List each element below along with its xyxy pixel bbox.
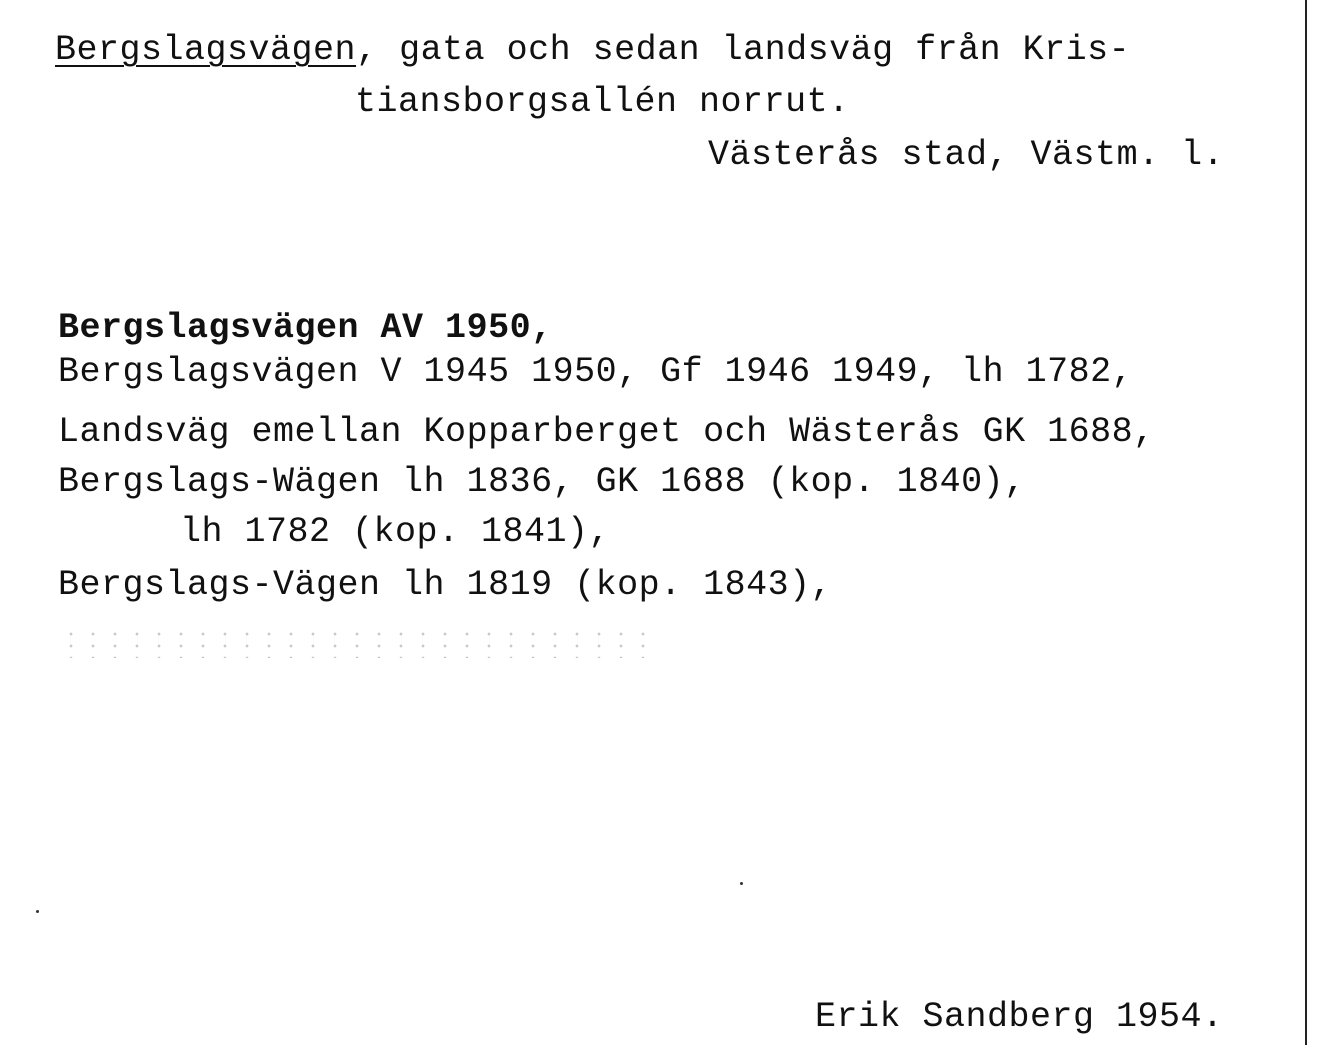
card-edge-line — [1305, 0, 1307, 1045]
current-name-entry: Bergslagsvägen AV 1950, — [58, 308, 553, 348]
street-description-part-1: , gata och sedan landsväg från Kris- — [356, 30, 1131, 70]
historical-entry: Bergslagsvägen V 1945 1950, Gf 1946 1949, lh 1782, — [58, 352, 1134, 392]
heading-line-1 — [55, 28, 1130, 72]
historical-entry: Bergslags-Vägen lh 1819 (kop. 1843), — [58, 565, 833, 605]
historical-entry: Landsväg emellan Kopparberget och Wästerås GK 1688, — [58, 412, 1155, 452]
historical-entry: Bergslags-Wägen lh 1836, GK 1688 (kop. 1840), — [58, 462, 1026, 502]
signature-line: Erik Sandberg 1954. — [815, 997, 1224, 1037]
street-name-heading: Bergslagsvägen — [55, 30, 357, 70]
location-line: Västerås stad, Västm. l. — [708, 135, 1225, 175]
paper-speck — [740, 882, 743, 885]
street-description-part-2: tiansborgsallén norrut. — [355, 82, 850, 122]
historical-entry-continuation: lh 1782 (kop. 1841), — [180, 512, 611, 552]
paper-speck — [36, 910, 39, 913]
faded-erased-line — [60, 628, 650, 658]
